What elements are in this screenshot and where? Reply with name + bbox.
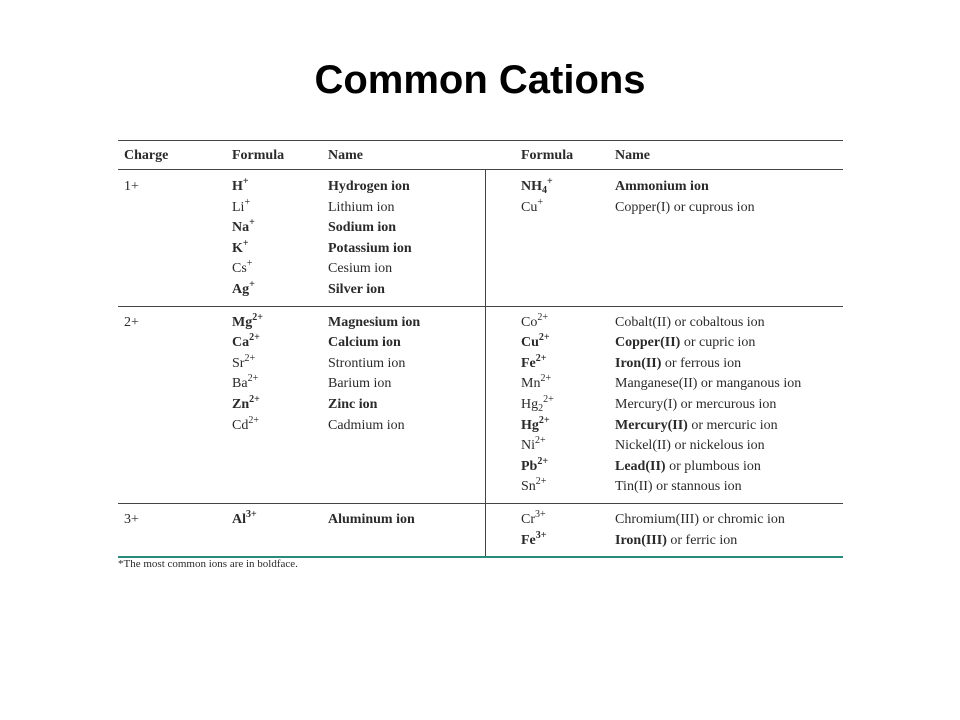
cation-table [118, 140, 843, 553]
ion-formula [521, 374, 551, 394]
formula-symbol: Mn [521, 376, 541, 392]
ion-name [615, 395, 776, 415]
ion-formula [521, 457, 548, 477]
ion-name: Aluminum ion [328, 512, 415, 527]
ion-name: Cesium ion [328, 261, 393, 277]
formula-charge: + [537, 196, 543, 208]
ion-formula [521, 198, 543, 218]
formula-charge: 2+ [247, 373, 259, 385]
ion-name: Lithium ion [328, 199, 395, 215]
formula-symbol: Al [232, 512, 246, 527]
formula-subscript: 2 [538, 403, 544, 414]
formula-symbol: Mg [232, 314, 253, 330]
ion-formula [521, 477, 546, 497]
ion-name-rest: or mercuric ion [687, 417, 778, 433]
ion-formula [232, 198, 250, 218]
ion-name: Zinc ion [328, 397, 378, 412]
ion-name-rest: Mercury(I) or mercurous ion [615, 397, 777, 412]
formula-symbol: H [232, 179, 243, 194]
ion-formula [232, 259, 252, 279]
formula-charge: 2+ [248, 414, 259, 426]
ion-name-rest: or plumbous ion [665, 458, 761, 474]
formula-symbol: Ag [232, 282, 250, 297]
formula-symbol: Ni [521, 438, 535, 454]
ion-formula [232, 313, 263, 333]
formula-charge: + [547, 176, 553, 187]
ion-formula [521, 333, 550, 353]
formula-charge: 2+ [538, 332, 550, 344]
formula-charge: 2+ [535, 476, 547, 488]
formula-symbol: Sn [521, 479, 536, 495]
formula-charge: 2+ [537, 311, 548, 323]
ion-name: Sodium ion [328, 220, 397, 236]
formula-charge: 2+ [535, 352, 547, 364]
formula-symbol: K [232, 240, 243, 256]
formula-charge: 3+ [535, 529, 547, 541]
formula-charge: 2+ [249, 332, 260, 344]
column-divider [485, 503, 486, 556]
ion-name [615, 510, 785, 530]
page-title: Common Cations [314, 58, 646, 102]
formula-symbol: Zn [232, 397, 250, 412]
ion-formula [232, 374, 258, 394]
ion-formula [232, 218, 255, 238]
formula-symbol: Co [521, 314, 538, 330]
ion-name: Barium ion [328, 376, 392, 392]
ion-name-bold: Ammonium ion [615, 179, 709, 194]
ion-name-rest: Chromium(III) or chromic ion [615, 512, 785, 527]
formula-symbol: Cs [232, 261, 247, 277]
column-divider [485, 170, 486, 306]
ion-name [615, 436, 765, 456]
ion-formula [232, 333, 260, 353]
ion-name-bold: Copper(II) [615, 335, 681, 351]
formula-charge: 2+ [535, 435, 546, 447]
ion-name-bold: Iron(III) [615, 532, 667, 548]
ion-formula [521, 531, 546, 551]
ion-name [615, 177, 709, 197]
ion-name: Calcium ion [328, 335, 401, 351]
formula-charge: 2+ [543, 394, 554, 405]
header-charge: Charge [124, 148, 169, 163]
ion-formula [521, 510, 546, 530]
charge-label: 2+ [124, 314, 139, 330]
formula-charge: 2+ [249, 394, 260, 405]
header-rule [118, 169, 843, 170]
ion-formula [232, 510, 257, 530]
formula-charge: + [249, 279, 255, 290]
formula-symbol: Hg [521, 397, 539, 412]
formula-charge: 2+ [540, 373, 552, 385]
formula-symbol: Cd [232, 417, 249, 433]
ion-name-rest: Cobalt(II) or cobaltous ion [615, 314, 765, 330]
ion-name-rest: Manganese(II) or manganous ion [615, 376, 802, 392]
ion-name-bold: Mercury(II) [615, 417, 688, 433]
footnote: *The most common ions are in boldface. [118, 558, 298, 570]
formula-symbol: Ca [232, 335, 250, 351]
formula-symbol: Pb [521, 458, 538, 474]
table-top-rule [118, 140, 843, 141]
formula-charge: 3+ [535, 509, 546, 520]
ion-name [615, 531, 737, 551]
formula-charge: 3+ [246, 509, 257, 520]
ion-formula [232, 239, 249, 259]
formula-subscript: 4 [542, 185, 547, 196]
formula-symbol: Fe [521, 355, 536, 371]
ion-name: Strontium ion [328, 355, 406, 371]
ion-name [615, 416, 778, 436]
formula-symbol: Li [232, 199, 245, 215]
ion-name [615, 477, 742, 497]
ion-formula [232, 416, 259, 436]
ion-name-bold: Lead(II) [615, 458, 666, 474]
formula-charge: + [246, 258, 253, 270]
charge-label: 3+ [124, 512, 139, 527]
ion-name-rest: Nickel(II) or nickelous ion [615, 438, 765, 454]
ion-name [615, 313, 765, 333]
ion-name [615, 354, 741, 374]
ion-formula [521, 436, 546, 456]
ion-name-rest: or ferrous ion [661, 355, 742, 371]
header-formula-left: Formula [232, 148, 285, 163]
ion-formula [521, 177, 553, 197]
formula-symbol: Sr [232, 355, 245, 371]
ion-name: Silver ion [328, 282, 385, 297]
ion-formula [232, 280, 255, 300]
ion-name-rest: or ferric ion [666, 532, 738, 548]
formula-charge: + [244, 196, 251, 208]
formula-symbol: Cr [521, 512, 535, 527]
formula-symbol: Cu [521, 335, 539, 351]
ion-formula [521, 313, 548, 333]
ion-name-bold: Iron(II) [615, 355, 662, 371]
column-divider [485, 306, 486, 503]
formula-charge: 2+ [538, 414, 550, 426]
formula-charge: 2+ [244, 352, 256, 364]
header-name-right: Name [615, 148, 650, 163]
formula-symbol: Cu [521, 199, 538, 215]
group-divider [118, 306, 843, 307]
ion-name: Potassium ion [328, 240, 412, 256]
ion-name: Cadmium ion [328, 417, 405, 433]
formula-charge: 2+ [252, 311, 263, 323]
formula-charge: 2+ [537, 455, 549, 467]
header-formula-right: Formula [521, 148, 574, 163]
ion-name-rest: Tin(II) or stannous ion [615, 479, 742, 495]
ion-name [615, 457, 761, 477]
ion-name [615, 198, 755, 218]
ion-formula [521, 395, 554, 415]
ion-name-rest: Copper(I) or cuprous ion [615, 199, 755, 215]
ion-name-rest: or cupric ion [680, 335, 756, 351]
ion-name: Hydrogen ion [328, 179, 410, 194]
group-divider [118, 503, 843, 504]
formula-charge: + [249, 217, 255, 229]
formula-symbol: Ba [232, 376, 248, 392]
ion-formula [521, 416, 550, 436]
ion-name [615, 374, 801, 394]
formula-symbol: Na [232, 220, 250, 236]
formula-symbol: Hg [521, 417, 539, 433]
ion-formula [232, 395, 260, 415]
formula-charge: + [242, 237, 249, 249]
charge-label: 1+ [124, 179, 139, 194]
formula-symbol: Fe [521, 532, 536, 548]
ion-formula [521, 354, 546, 374]
formula-symbol: NH [521, 179, 542, 194]
ion-name: Magnesium ion [328, 314, 421, 330]
ion-formula [232, 177, 249, 197]
ion-name [615, 333, 755, 353]
header-name-left: Name [328, 148, 363, 163]
ion-formula [232, 354, 255, 374]
formula-charge: + [242, 176, 249, 187]
